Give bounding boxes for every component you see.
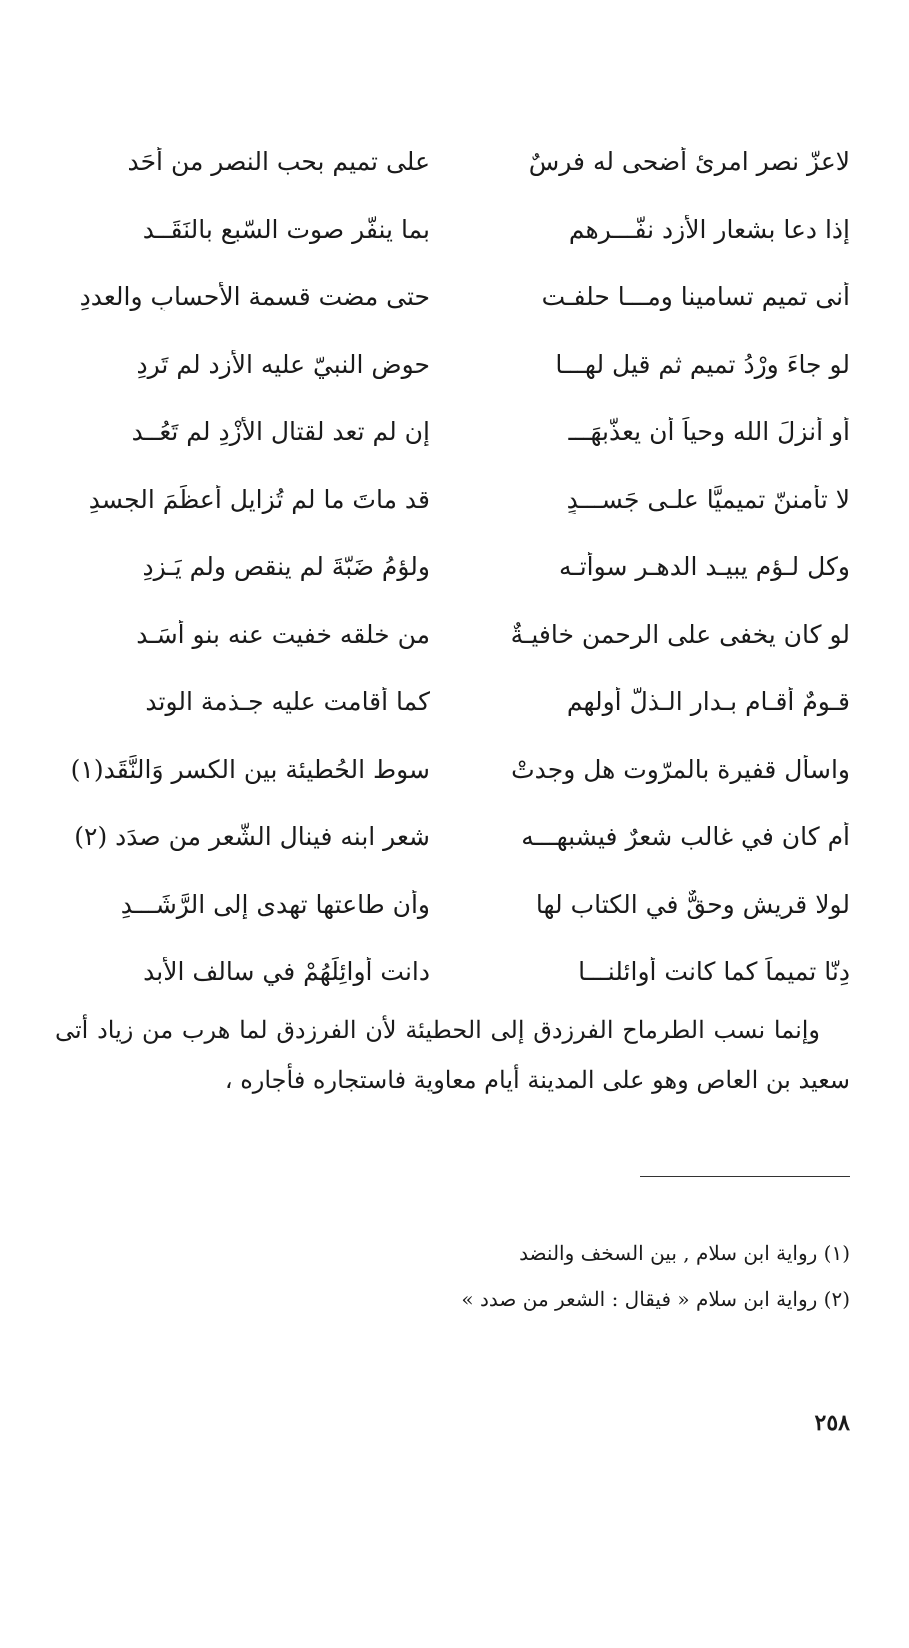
verse-second-hemistich: حتى مضت قسمة الأحسابِ والعددِ (79, 282, 430, 312)
verse-second-hemistich: ولؤمُ ضَبّةَ لم ينقص ولم يَـزِدِ (142, 552, 430, 582)
verse-first-hemistich: أو أنزلَ الله وحياً أن يعذّبهَـــ (568, 417, 850, 447)
verse-first-hemistich: إذا دعا بشعار الأزد نفّـــرهم (568, 214, 850, 244)
verse-second-hemistich: إن لم تعد لقتالِ الأزْدِ لم تَعُــد (131, 417, 430, 447)
verse-second-hemistich: شعر ابنه فينال الشّعر من صدَد (٢) (74, 822, 430, 852)
prose-text: وإنما نسب الطرماح الفرزدق إلى الحطيئة لأن الفرزدق لما هرب من زياد أتى سعيد بن العاص وهو على المدينة أيام معاوية فاستجاره فأجاره ، (55, 1016, 850, 1094)
verse-second-hemistich: حوض النبيّ عليه الأزد لم تَرِدِ (136, 349, 430, 379)
verse-second-hemistich: كما أقامت عليه جـذمة الوتد (145, 687, 430, 717)
footnote-divider (640, 1176, 850, 1177)
verse-second-hemistich: على تميم بحب النصر من أحَد (127, 147, 430, 177)
verse-line (40, 668, 850, 736)
verse-line (40, 736, 850, 804)
verse-first-hemistich: لو كان يخفى على الرحمن خافيـةٌ (510, 619, 850, 649)
footnote-2: (٢) رواية ابن سلام « فيقال : الشعر من صدد » (461, 1287, 850, 1311)
verse-line (40, 128, 850, 196)
verse-first-hemistich: قـومٌ أقـام بـدار الـذلّ أولهم (566, 687, 850, 717)
verse-second-hemistich: بما ينفّر صوت السّبع بالنَقَــد (142, 214, 430, 244)
verse-first-hemistich: لولا قريش وحقٌّ في الكتاب لها (535, 889, 850, 919)
verse-line (40, 533, 850, 601)
verse-second-hemistich: دانت أوائِلَهُمْ في سالف الأبد (143, 957, 430, 987)
verse-first-hemistich: لو جاءَ وِرْدُ تميم ثم قيل لهـــا (555, 349, 850, 379)
verse-line (40, 398, 850, 466)
verse-first-hemistich: دِنّا تميماً كما كانت أوائلنـــا (578, 957, 850, 987)
verse-line (40, 871, 850, 939)
prose-paragraph (55, 1005, 850, 1105)
verse-line (40, 263, 850, 331)
verse-line (40, 803, 850, 871)
verse-line (40, 466, 850, 534)
verse-first-hemistich: لاعزّ نصر امرئ أضحى له فرسٌ (528, 147, 850, 177)
verse-second-hemistich: سوط الحُطيئة بين الكسر وَالنَّقَد(١) (70, 754, 430, 784)
verse-line (40, 938, 850, 1006)
verse-second-hemistich: من خلقه خفيت عنه بنو أسَـد (136, 619, 430, 649)
verse-first-hemistich: واسأل قفيرة بالمرّوت هل وجدتْ (511, 754, 850, 784)
verse-first-hemistich: وكل لـؤم يبيـد الدهـر سوأتـه (558, 552, 850, 582)
page-number: ٢٥٨ (814, 1410, 850, 1436)
verse-line (40, 331, 850, 399)
verse-line (40, 196, 850, 264)
verse-second-hemistich: قد ماتَ ما لم تُزايل أعظَمَ الجسدِ (88, 484, 430, 514)
verse-second-hemistich: وأن طاعتها تهدى إلى الرَّشَـــدِ (120, 889, 430, 919)
verse-first-hemistich: لا تأمننّ تميميًّا علـى جَســـدٍ (566, 484, 850, 514)
footnotes (400, 1230, 850, 1322)
verse-first-hemistich: أم كان في غالب شعرٌ فيشبهـــه (521, 822, 850, 852)
poem (40, 128, 850, 1006)
verse-first-hemistich: أنى تميم تسامينا ومـــا حلفـت (541, 282, 850, 312)
verse-line (40, 601, 850, 669)
footnote-1: (١) رواية ابن سلام , بين السخف والنضد (519, 1241, 850, 1265)
